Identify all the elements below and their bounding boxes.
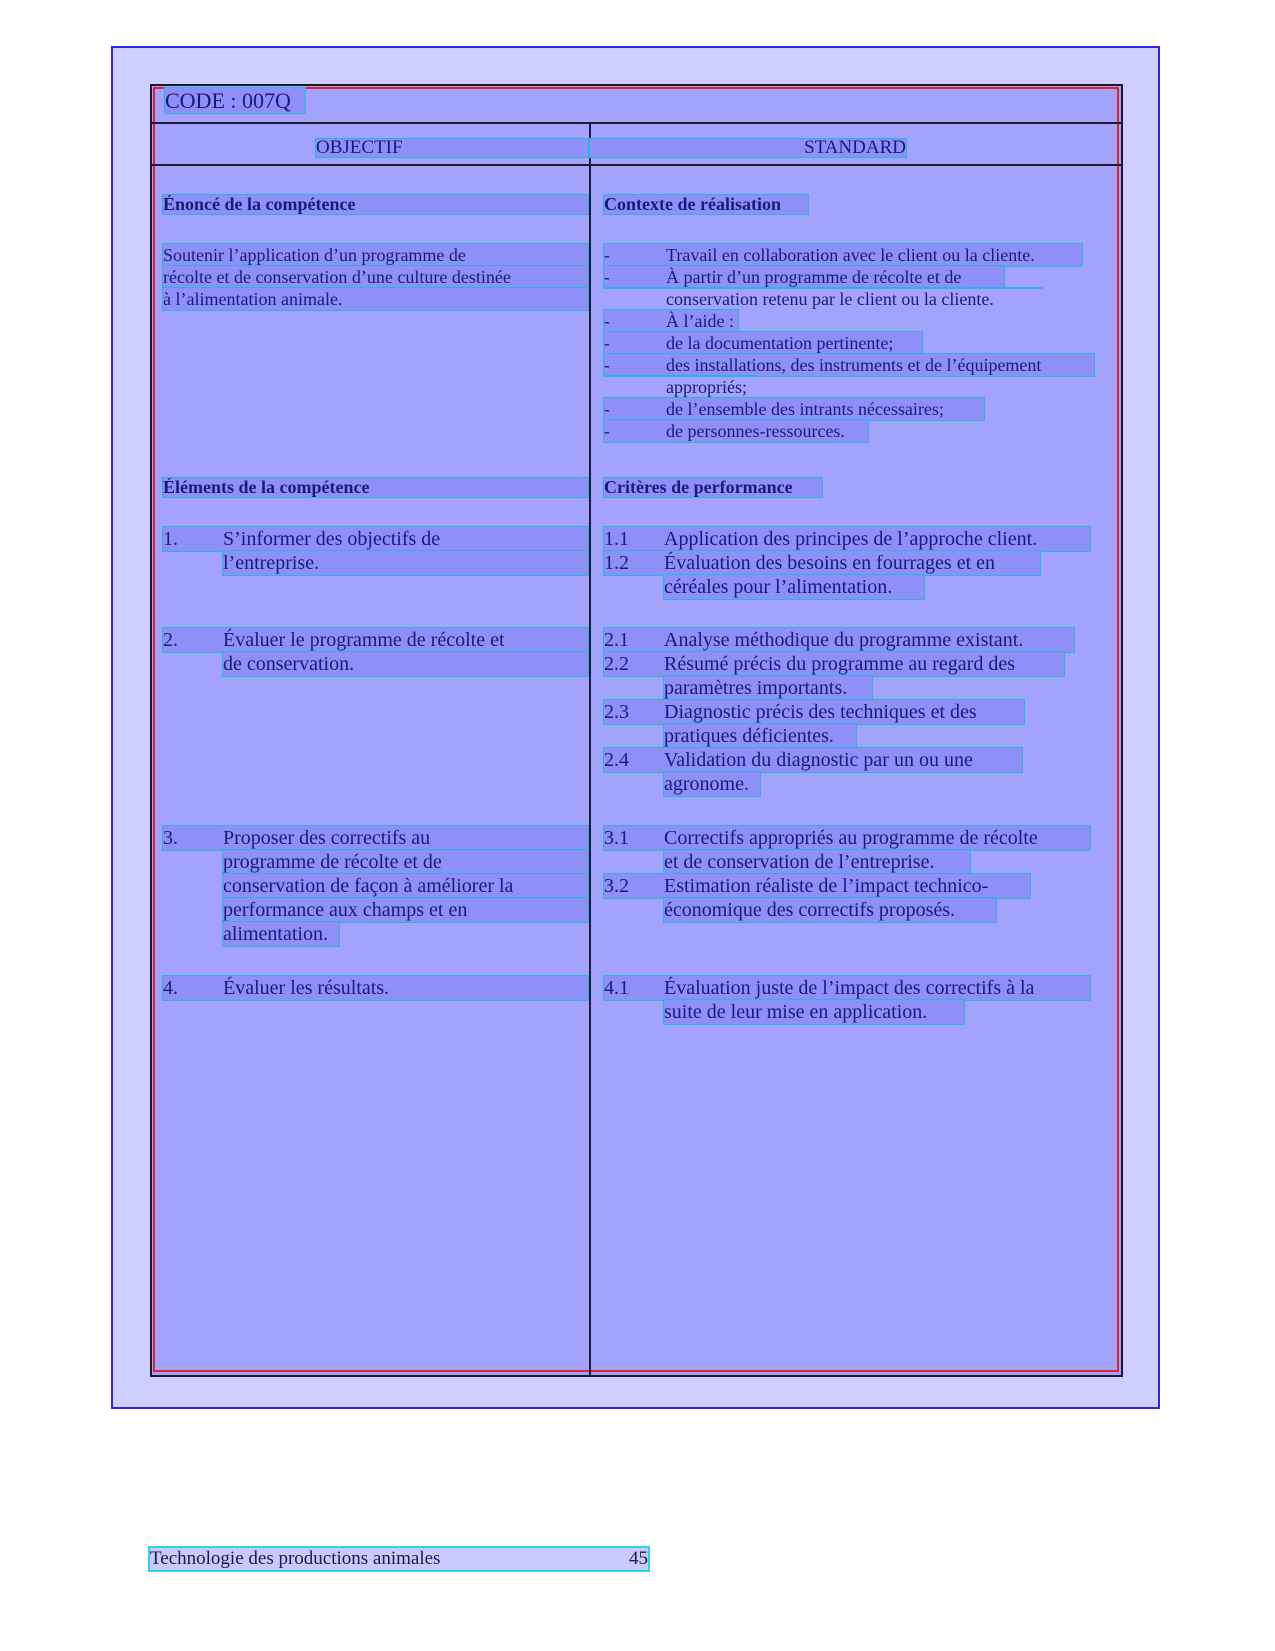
criterion-text-continued: céréales pour l’alimentation. xyxy=(664,575,924,599)
criterion-number: 1.2 xyxy=(604,552,629,574)
statement-line: Soutenir l’application d’un programme de xyxy=(163,244,588,266)
bullet-marker: - xyxy=(604,399,610,419)
criterion-item xyxy=(604,628,1074,652)
criterion-text: Analyse méthodique du programme existant. xyxy=(664,629,1024,651)
criterion-text-continued: agronome. xyxy=(664,772,760,796)
elements-title: Éléments de la compétence xyxy=(163,478,588,497)
footer-title: Technologie des productions animales xyxy=(150,1548,441,1569)
context-item xyxy=(604,420,868,442)
criterion-number: 4.1 xyxy=(604,977,629,999)
element-number: 4. xyxy=(163,977,178,999)
element-number: 3. xyxy=(163,827,178,849)
criterion-text: Estimation réaliste de l’impact technico- xyxy=(664,875,989,897)
criterion-text: Validation du diagnostic par un ou une xyxy=(664,749,973,771)
bullet-marker: - xyxy=(604,245,610,265)
criterion-number: 3.2 xyxy=(604,875,629,897)
context-title: Contexte de réalisation xyxy=(604,195,808,214)
context-item xyxy=(604,310,738,332)
context-item-text: À l’aide : xyxy=(666,311,734,331)
element-number: 2. xyxy=(163,629,178,651)
context-item xyxy=(604,354,1094,376)
criterion-number: 2.2 xyxy=(604,653,629,675)
criterion-text: Correctifs appropriés au programme de récolte xyxy=(664,827,1038,849)
element-text-continued: performance aux champs et en xyxy=(223,898,588,922)
column-header-divider xyxy=(151,164,1122,166)
element-text-continued: alimentation. xyxy=(223,922,339,946)
code-label: CODE : 007Q xyxy=(165,88,305,113)
context-item xyxy=(604,266,1004,288)
context-item-text: de la documentation pertinente; xyxy=(666,333,894,353)
element-item xyxy=(163,628,588,652)
context-item-text: Travail en collaboration avec le client ou la cliente. xyxy=(666,245,1035,265)
criterion-text-continued: suite de leur mise en application. xyxy=(664,1000,964,1024)
statement-line: récolte et de conservation d’une culture destinée xyxy=(163,266,588,288)
criterion-number: 3.1 xyxy=(604,827,629,849)
criterion-item xyxy=(604,748,1022,772)
criterion-text-continued: pratiques déficientes. xyxy=(664,724,856,748)
context-item-text: de l’ensemble des intrants nécessaires; xyxy=(666,399,944,419)
bullet-marker: - xyxy=(604,333,610,353)
context-item-text: conservation retenu par le client ou la cliente. xyxy=(666,289,994,309)
criterion-item xyxy=(604,551,1040,575)
criterion-item xyxy=(604,874,1030,898)
element-item xyxy=(163,976,588,1000)
element-item xyxy=(163,826,588,850)
page-number: 45 xyxy=(629,1548,648,1569)
criterion-text-continued: et de conservation de l’entreprise. xyxy=(664,850,970,874)
element-text: Proposer des correctifs au xyxy=(223,827,431,849)
criterion-text: Évaluation juste de l’impact des correctifs à la xyxy=(664,977,1035,999)
column-divider xyxy=(589,123,591,1376)
element-text-continued: l’entreprise. xyxy=(223,551,588,575)
criterion-number: 2.4 xyxy=(604,749,629,771)
criterion-text: Évaluation des besoins en fourrages et en xyxy=(664,552,996,574)
context-item xyxy=(604,398,984,420)
criterion-item xyxy=(604,700,1024,724)
context-item xyxy=(604,244,1082,266)
criterion-item xyxy=(604,527,1090,551)
element-text: Évaluer les résultats. xyxy=(223,977,390,999)
criterion-number: 1.1 xyxy=(604,528,629,550)
context-item-text: des installations, des instruments et de l’équipement xyxy=(666,355,1042,375)
criterion-text-continued: économique des correctifs proposés. xyxy=(664,898,996,922)
bullet-marker: - xyxy=(604,421,610,441)
context-item xyxy=(604,332,922,354)
element-text-continued: programme de récolte et de xyxy=(223,850,588,874)
criterion-item xyxy=(604,652,1064,676)
bullet-marker: - xyxy=(604,311,610,331)
criterion-text: Application des principes de l’approche client. xyxy=(664,528,1038,550)
element-item xyxy=(163,527,588,551)
criterion-text-continued: paramètres importants. xyxy=(664,676,872,700)
element-text: Évaluer le programme de récolte et xyxy=(223,629,505,651)
criterion-text: Diagnostic précis des techniques et des xyxy=(664,701,977,723)
context-item-text: appropriés; xyxy=(666,377,747,397)
criteria-title: Critères de performance xyxy=(604,478,822,497)
page-footer xyxy=(150,1548,648,1570)
criterion-item xyxy=(604,976,1090,1000)
header-divider xyxy=(151,122,1122,124)
statement-line: à l’alimentation animale. xyxy=(163,288,588,310)
criterion-item xyxy=(604,826,1090,850)
criterion-text: Résumé précis du programme au regard des xyxy=(664,653,1015,675)
element-text-continued: conservation de façon à améliorer la xyxy=(223,874,588,898)
statement-title: Énoncé de la compétence xyxy=(163,195,588,214)
column-header-objectif: OBJECTIF xyxy=(316,139,588,157)
bullet-marker: - xyxy=(604,355,610,375)
element-text-continued: de conservation. xyxy=(223,652,588,676)
element-number: 1. xyxy=(163,528,178,550)
element-text: S’informer des objectifs de xyxy=(223,528,441,550)
bullet-marker: - xyxy=(604,267,610,287)
criterion-number: 2.3 xyxy=(604,701,629,723)
context-item-text: de personnes-ressources. xyxy=(666,421,845,441)
criterion-number: 2.1 xyxy=(604,629,629,651)
column-header-standard: STANDARD xyxy=(590,139,906,157)
context-item-text: À partir d’un programme de récolte et de xyxy=(666,267,962,287)
